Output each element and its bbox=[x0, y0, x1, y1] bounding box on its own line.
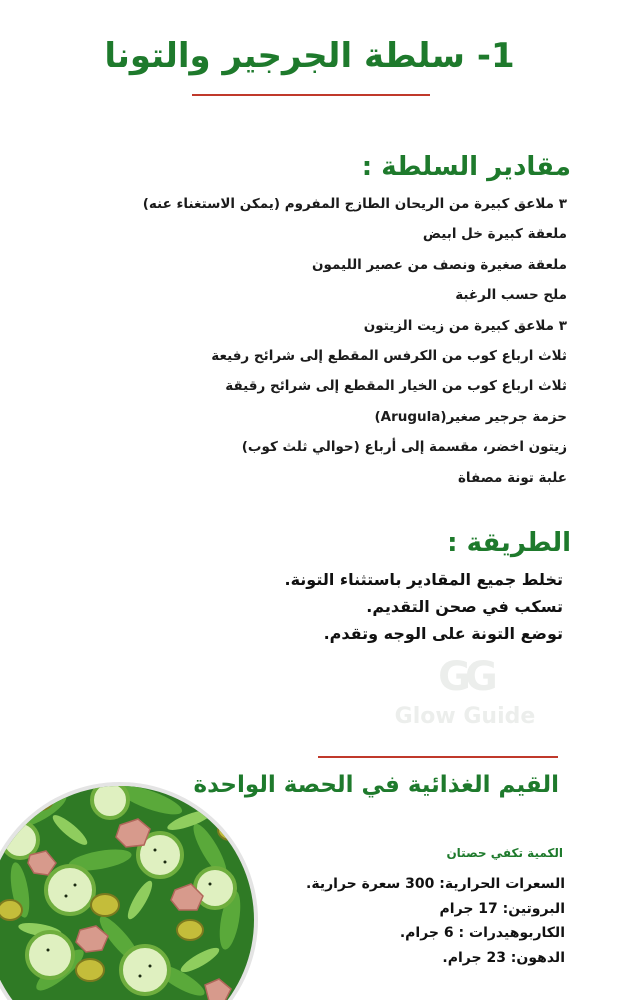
salad-bowl-image bbox=[0, 770, 262, 1000]
watermark-logo-text: Glow Guide bbox=[394, 704, 536, 729]
salad-bowl-icon bbox=[0, 770, 262, 1000]
nutrition-item: الكاربوهيدرات : 6 جرام. bbox=[399, 925, 565, 941]
nutrition-heading: القيم الغذائية في الحصة الواحدة bbox=[193, 772, 559, 798]
ingredient-item: ملح حسب الرغبة bbox=[455, 287, 567, 304]
ingredient-item: ٣ ملاعق كبيرة من الريحان الطازج المفروم (يمكن الاستغناء عنه) bbox=[142, 196, 567, 212]
nutrition-divider bbox=[318, 756, 558, 758]
nutrition-item: السعرات الحرارية: 300 سعرة حرارية. bbox=[306, 876, 565, 892]
nutrition-item: البروتين: 17 جرام bbox=[439, 900, 565, 917]
method-heading: الطريقة : bbox=[447, 528, 571, 558]
ingredient-item: علبة تونة مصفاة bbox=[457, 469, 567, 486]
watermark-logo-mark: GG bbox=[438, 654, 492, 700]
method-steps bbox=[163, 570, 563, 651]
ingredient-item: ثلاث ارباع كوب من الكرفس المقطع إلى شرائح رفيعة bbox=[211, 347, 567, 364]
method-step: تخلط جميع المقادير باستثناء التونة. bbox=[284, 570, 563, 589]
ingredient-item: ٣ ملاعق كبيرة من زيت الزيتون bbox=[363, 317, 567, 334]
page-title: 1- سلطة الجرجير والتونا bbox=[104, 36, 515, 76]
ingredients-heading: مقادير السلطة : bbox=[361, 152, 571, 182]
ingredients-list bbox=[142, 196, 567, 500]
glow-guide-watermark bbox=[380, 652, 550, 742]
ingredient-item: ملعقة كبيرة خل ابيض bbox=[422, 226, 567, 243]
nutrition-facts bbox=[305, 876, 565, 974]
servings-note: الكمية تكفي حصتان bbox=[446, 846, 563, 860]
ingredient-item: زيتون اخضر، مقسمة إلى أرباع (حوالي ثلث كوب) bbox=[241, 439, 567, 456]
method-step: توضع التونة على الوجه وتقدم. bbox=[323, 624, 563, 643]
method-step: تسكب في صحن التقديم. bbox=[366, 597, 563, 616]
ingredient-item: ثلاث ارباع كوب من الخيار المقطع إلى شرائح رقيقة bbox=[225, 378, 567, 395]
nutrition-item: الدهون: 23 جرام. bbox=[442, 949, 565, 966]
ingredient-item: ملعقة صغيرة ونصف من عصير الليمون bbox=[312, 256, 567, 273]
title-divider bbox=[192, 94, 430, 96]
ingredient-item: حزمة جرجير صغير(Arugula) bbox=[374, 408, 567, 425]
